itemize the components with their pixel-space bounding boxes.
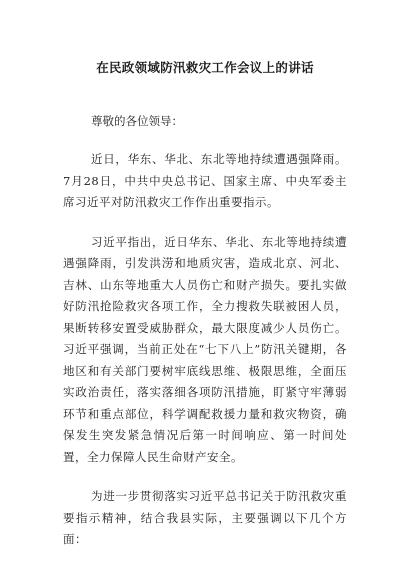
document-title: 在民政领域防汛救灾工作会议上的讲话 xyxy=(96,60,314,75)
document-body xyxy=(63,110,347,551)
paragraph-1: 近日，华东、华北、东北等地持续遭遇强降雨。7月28日，中共中央总书记、国家主席、中央军委主席习近平对防汛救灾工作作出重要指示。 xyxy=(63,152,347,209)
salutation: 尊敬的各位领导： xyxy=(91,114,183,128)
paragraph-3: 为进一步贯彻落实习近平总书记关于防汛救灾重要指示精神，结合我县实际，主要强调以下几个方面： xyxy=(63,489,347,546)
paragraph-2: 习近平指出，近日华东、华北、东北等地持续遭遇强降雨，引发洪涝和地质灾害，造成北京、河北、吉林、山东等地重大人员伤亡和财产损失。要扎实做好防汛抢险救灾各项工作，全力搜救失联被困人员，果断转移安置受威胁群众，最大限度减少人员伤亡。习近平强调，当前正处在“七下八上”防汛关键期，各地区和有关部门要树牢底线思维、极限思维，全面压实政治责任，落实落细各项防汛措施，盯紧守牢薄弱环节和重点部位，科学调配救援力量和救灾物资，确保发生突发紧急情况后第一时间响应、第一时间处置，全力保障人民生命财产安全。 xyxy=(63,234,347,464)
